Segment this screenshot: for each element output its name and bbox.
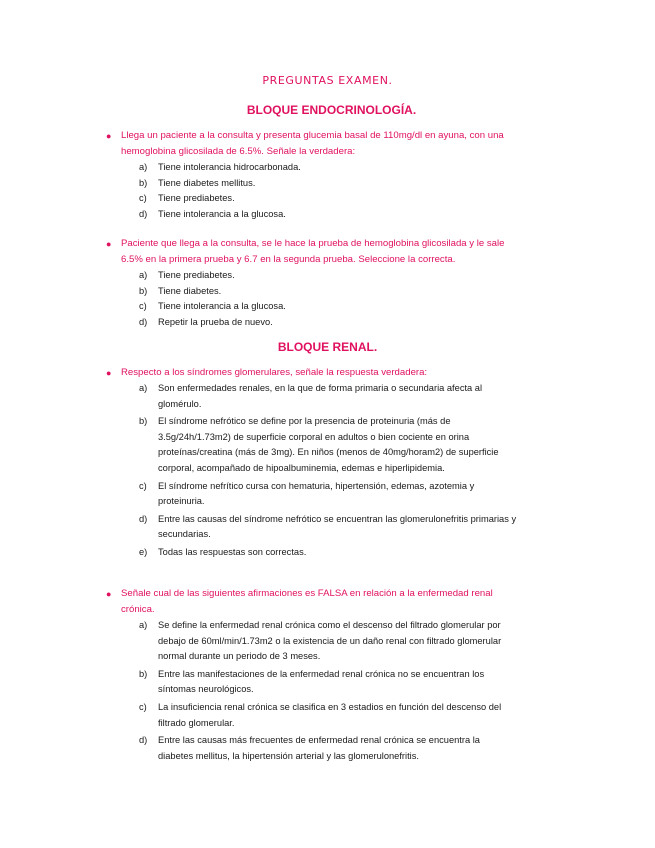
option-text: Repetir la prueba de nuevo. [158, 316, 273, 327]
option-d [139, 207, 517, 223]
section-title-endocrinologia: BLOQUE ENDOCRINOLOGÍA. [246, 103, 417, 117]
option-letter: c) [139, 193, 147, 204]
option-b [139, 176, 517, 192]
option-text: Tiene intolerancia hidrocarbonada. [158, 162, 301, 172]
question-2 [105, 236, 517, 330]
options-list [105, 160, 517, 222]
option-text: Tiene intolerancia a la glucosa. [158, 301, 286, 312]
option-text: La insuficiencia renal crónica se clasifica en 3 estadios en función del descenso del filtrado glomerular. [158, 701, 502, 728]
option-letter: b) [139, 416, 148, 427]
question-text [106, 365, 517, 381]
options-list [105, 618, 517, 764]
question-3-text: Respecto a los síndromes glomerulares, señale la respuesta verdadera: [121, 367, 428, 378]
option-letter: e) [139, 546, 148, 557]
option-letter: a) [139, 270, 148, 280]
option-text: Todas las respuestas son correctas. [158, 546, 307, 557]
options-list [105, 381, 517, 561]
option-letter: a) [139, 620, 148, 630]
option-letter: d) [139, 208, 148, 219]
option-e [139, 545, 517, 561]
bullet-icon: ● [106, 239, 112, 249]
option-d [139, 315, 517, 331]
option-letter: d) [139, 735, 148, 746]
option-b [139, 284, 517, 300]
section-title-renal: BLOQUE RENAL. [277, 340, 378, 354]
question-4-text: Señale cual de las siguientes afirmaciones es FALSA en relación a la enfermedad renal crónica. [121, 588, 493, 615]
option-b [139, 667, 517, 698]
option-text: Tiene diabetes. [158, 285, 222, 296]
option-letter: a) [139, 383, 148, 393]
question-text [106, 586, 517, 618]
option-text: Entre las causas más frecuentes de enfermedad renal crónica se encuentra la diabetes mellitus, la hipertensión arterial y las glomerulonefritis. [158, 735, 480, 761]
option-text: El síndrome nefrítico cursa con hematuria, hipertensión, edemas, azotemia y proteinuria. [158, 480, 475, 507]
option-c [139, 299, 517, 315]
option-a [139, 268, 517, 284]
option-c [139, 191, 517, 207]
option-text: Entre las causas del síndrome nefrótico se encuentran las glomerulonefritis primarias y secundarias. [158, 513, 517, 540]
option-letter: c) [139, 301, 147, 312]
option-c [139, 479, 517, 510]
option-a [139, 618, 517, 665]
options-list [105, 268, 517, 330]
option-letter: b) [139, 285, 148, 296]
option-d [139, 512, 517, 543]
option-c [139, 700, 517, 731]
option-text: Son enfermedades renales, en la que de forma primaria o secundaria afecta al glomérulo. [158, 383, 483, 409]
bullet-icon: ● [106, 131, 112, 141]
option-text: Tiene prediabetes. [158, 193, 235, 204]
option-text: Tiene prediabetes. [158, 270, 235, 280]
page-title: PREGUNTAS EXAMEN. [262, 74, 393, 87]
option-letter: d) [139, 316, 148, 327]
bullet-icon: ● [106, 589, 112, 599]
option-letter: a) [139, 162, 148, 172]
question-text [106, 128, 517, 160]
option-text: Entre las manifestaciones de la enfermedad renal crónica no se encuentran los síntomas neurológicos. [158, 668, 485, 695]
option-letter: b) [139, 177, 148, 188]
option-d [139, 733, 517, 764]
option-a [139, 381, 517, 412]
option-a [139, 160, 517, 176]
question-1 [105, 128, 517, 222]
option-letter: d) [139, 513, 148, 524]
option-letter: b) [139, 668, 148, 679]
option-letter: c) [139, 701, 147, 712]
option-letter: c) [139, 480, 147, 491]
question-2-text: Paciente que llega a la consulta, se le hace la prueba de hemoglobina glicosilada y le sale 6.5% en la primera prueba y 6.7 en la segunda prueba. Seleccione la correcta. [121, 238, 505, 265]
option-text: Se define la enfermedad renal crónica como el descenso del filtrado glomerular por debajo de 60ml/min/1.73m2 o la existencia de un daño renal con filtrado glomerular normal durante un periodo de 3 meses. [158, 620, 502, 662]
option-b [139, 414, 517, 476]
bullet-icon: ● [106, 368, 112, 378]
option-text: El síndrome nefrótico se define por la presencia de proteinuria (más de 3.5g/24h/1.73m2) de superficie corporal en adultos o bien cociente en orina proteínas/creatina (más de 3mg). En niños (menos de 40mg/horam2) de superficie corporal, acompañado de hipoalbuminemia, edemas e hiperlipidemia. [158, 416, 499, 473]
question-text [106, 236, 517, 268]
option-text: Tiene diabetes mellitus. [158, 177, 256, 188]
question-3 [105, 365, 517, 563]
question-4 [105, 586, 517, 766]
question-1-text: Llega un paciente a la consulta y presenta glucemia basal de 110mg/dl en ayuna, con una hemoglobina glicosilada de 6.5%. Señale la verdadera: [121, 130, 504, 157]
option-text: Tiene intolerancia a la glucosa. [158, 208, 286, 219]
